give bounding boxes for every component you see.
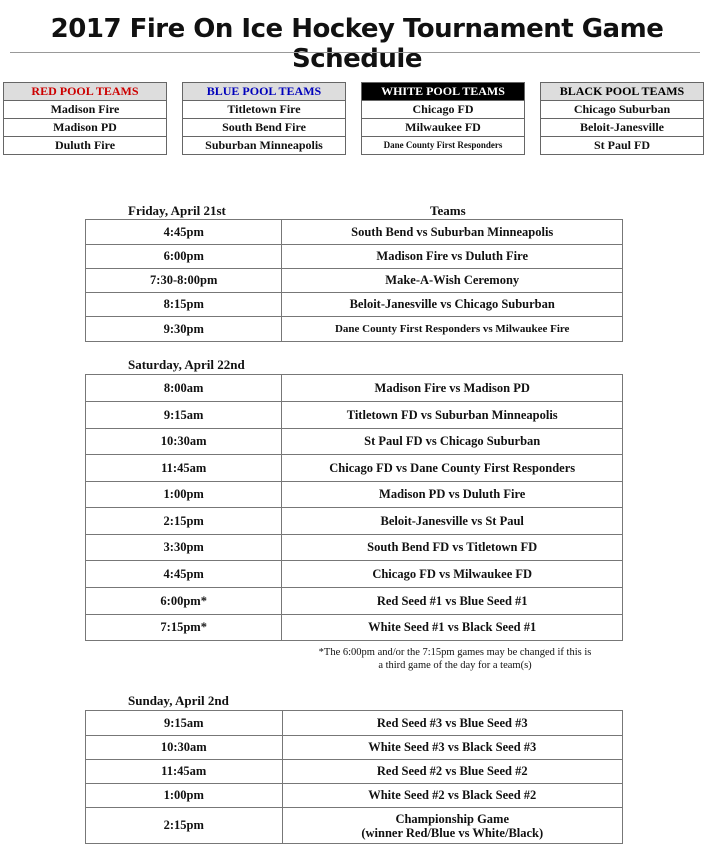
table-row: [86, 375, 623, 402]
table-row: [86, 293, 623, 317]
game-match: Red Seed #2 vs Blue Seed #2: [282, 760, 623, 784]
pool-team: Chicago FD: [362, 101, 525, 119]
game-time: 11:45am: [86, 760, 283, 784]
game-match: South Bend FD vs Titletown FD: [282, 535, 623, 561]
red-pool-table: [3, 82, 167, 155]
table-row: [86, 760, 623, 784]
friday-schedule-table: [85, 219, 623, 342]
pool-team: Titletown Fire: [183, 101, 346, 119]
table-row: [86, 808, 623, 844]
note-line: a third game of the day for a team(s): [378, 660, 532, 671]
pool-team: Suburban Minneapolis: [183, 137, 346, 155]
blue-pool-header: BLUE POOL TEAMS: [183, 83, 346, 101]
pool-team: Beloit-Janesville: [541, 119, 704, 137]
teams-column-heading: Teams: [430, 203, 466, 218]
friday-day-heading: Friday, April 21st: [128, 203, 226, 218]
table-row: [86, 784, 623, 808]
game-time: 4:45pm: [86, 561, 282, 588]
game-time: 8:15pm: [86, 293, 282, 317]
game-time: 2:15pm: [86, 808, 283, 844]
game-match: Madison PD vs Duluth Fire: [282, 482, 623, 508]
game-time: 8:00am: [86, 375, 282, 402]
game-match: Beloit-Janesville vs Chicago Suburban: [282, 293, 623, 317]
table-row: [86, 711, 623, 736]
black-pool-table: [540, 82, 704, 155]
game-time: 9:15am: [86, 402, 282, 429]
game-time: 10:30am: [86, 429, 282, 455]
game-match: Red Seed #1 vs Blue Seed #1: [282, 588, 623, 615]
note-line: *The 6:00pm and/or the 7:15pm games may be changed if this is: [318, 647, 592, 658]
championship-detail: (winner Red/Blue vs White/Black): [361, 825, 544, 840]
title-underline: [10, 52, 700, 53]
table-row: [86, 535, 623, 561]
game-match: Chicago FD vs Dane County First Responders: [282, 455, 623, 482]
red-pool-header: RED POOL TEAMS: [4, 83, 167, 101]
game-match: White Seed #1 vs Black Seed #1: [282, 615, 623, 641]
table-row: [86, 429, 623, 455]
table-row: [86, 245, 623, 269]
championship-match: [282, 808, 623, 844]
game-time: 1:00pm: [86, 784, 283, 808]
game-time: 7:30-8:00pm: [86, 269, 282, 293]
game-time: 11:45am: [86, 455, 282, 482]
game-time: 3:30pm: [86, 535, 282, 561]
table-row: [86, 588, 623, 615]
pool-team: South Bend Fire: [183, 119, 346, 137]
game-match: White Seed #3 vs Black Seed #3: [282, 736, 623, 760]
table-row: [86, 482, 623, 508]
game-time: 9:15am: [86, 711, 283, 736]
game-time: 6:00pm*: [86, 588, 282, 615]
table-row: [86, 615, 623, 641]
pool-team: Milwaukee FD: [362, 119, 525, 137]
table-row: [86, 455, 623, 482]
sunday-day-heading: Sunday, April 2nd: [128, 693, 229, 708]
saturday-day-heading: Saturday, April 22nd: [128, 357, 245, 372]
game-match: South Bend vs Suburban Minneapolis: [282, 220, 623, 245]
table-row: [86, 317, 623, 342]
sunday-schedule-table: [85, 710, 623, 844]
table-row: [86, 561, 623, 588]
championship-title: Championship Game: [395, 811, 510, 826]
game-match: Titletown FD vs Suburban Minneapolis: [282, 402, 623, 429]
game-time: 9:30pm: [86, 317, 282, 342]
pool-team: Dane County First Responders: [362, 137, 525, 155]
game-time: 1:00pm: [86, 482, 282, 508]
game-time: 7:15pm*: [86, 615, 282, 641]
saturday-schedule-table: [85, 374, 623, 641]
page-title: 2017 Fire On Ice Hockey Tournament Game Schedule: [50, 14, 664, 74]
white-pool-table: [361, 82, 525, 155]
black-pool-header: BLACK POOL TEAMS: [541, 83, 704, 101]
game-match: Beloit-Janesville vs St Paul: [282, 508, 623, 535]
table-row: [86, 220, 623, 245]
table-row: [86, 269, 623, 293]
game-time: 2:15pm: [86, 508, 282, 535]
white-pool-header: WHITE POOL TEAMS: [362, 83, 525, 101]
game-match: Dane County First Responders vs Milwaukee Fire: [282, 317, 623, 342]
game-match: St Paul FD vs Chicago Suburban: [282, 429, 623, 455]
blue-pool-table: [182, 82, 346, 155]
pool-team: Madison Fire: [4, 101, 167, 119]
game-match: White Seed #2 vs Black Seed #2: [282, 784, 623, 808]
game-match: Madison Fire vs Duluth Fire: [282, 245, 623, 269]
game-match: Madison Fire vs Madison PD: [282, 375, 623, 402]
schedule-note: [285, 646, 625, 672]
pool-team: St Paul FD: [541, 137, 704, 155]
table-row: [86, 508, 623, 535]
pool-team: Madison PD: [4, 119, 167, 137]
pool-team: Chicago Suburban: [541, 101, 704, 119]
game-match: Chicago FD vs Milwaukee FD: [282, 561, 623, 588]
game-match: Red Seed #3 vs Blue Seed #3: [282, 711, 623, 736]
table-row: [86, 402, 623, 429]
game-time: 10:30am: [86, 736, 283, 760]
game-time: 4:45pm: [86, 220, 282, 245]
pool-teams-section: [0, 82, 714, 162]
game-time: 6:00pm: [86, 245, 282, 269]
table-row: [86, 736, 623, 760]
game-match: Make-A-Wish Ceremony: [282, 269, 623, 293]
pool-team: Duluth Fire: [4, 137, 167, 155]
